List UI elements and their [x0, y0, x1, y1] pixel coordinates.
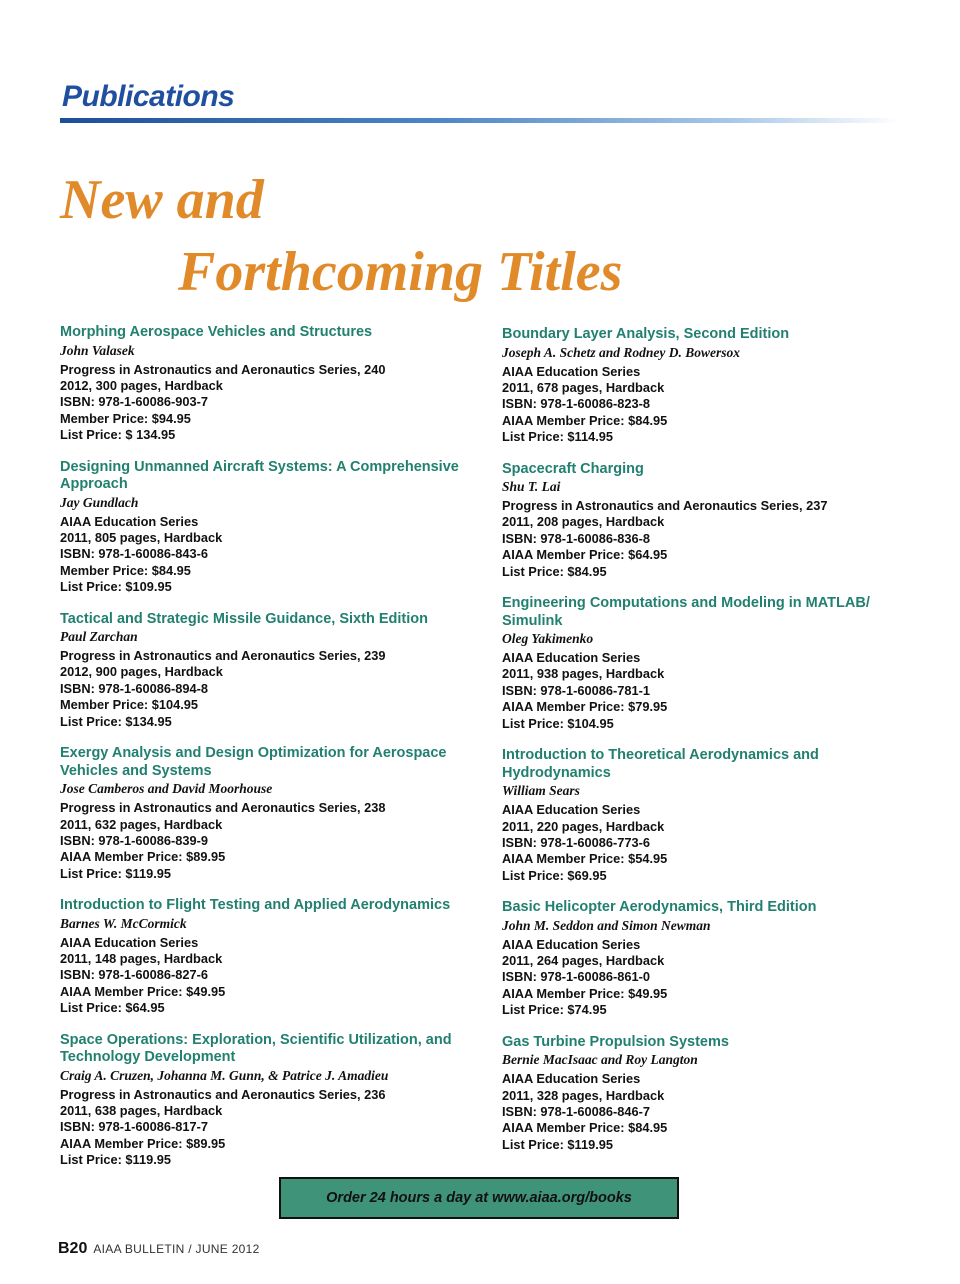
book-detail-line: AIAA Member Price: $49.95: [60, 983, 226, 999]
book-detail-line: 2011, 220 pages, Hardback: [502, 818, 665, 834]
book-detail-line: 2011, 328 pages, Hardback: [502, 1087, 665, 1103]
book-detail-line: AIAA Member Price: $89.95: [60, 1135, 226, 1151]
book-title: Designing Unmanned Aircraft Systems: A Comprehensive Approach: [60, 458, 459, 493]
book-detail-line: ISBN: 978-1-60086-836-8: [502, 530, 650, 546]
book-author: Jose Camberos and David Moorhouse: [60, 781, 273, 797]
book-detail-line: List Price: $119.95: [60, 865, 171, 881]
book-author: William Sears: [502, 783, 580, 799]
book-author: John Valasek: [60, 342, 135, 358]
book-entry: [60, 324, 480, 444]
left-book-column: [60, 324, 480, 1184]
book-detail-line: Member Price: $84.95: [60, 562, 191, 578]
book-author: Jay Gundlach: [60, 494, 139, 510]
book-detail-line: ISBN: 978-1-60086-894-8: [60, 680, 208, 696]
book-title: Morphing Aerospace Vehicles and Structures: [60, 324, 373, 340]
book-detail-line: AIAA Member Price: $84.95: [502, 412, 668, 428]
book-entry: [502, 326, 922, 446]
book-title: Space Operations: Exploration, Scientific Utilization, and Technology Development: [60, 1031, 452, 1066]
book-detail-line: List Price: $134.95: [60, 713, 172, 729]
book-detail-line: List Price: $119.95: [502, 1136, 613, 1152]
book-detail-line: 2012, 300 pages, Hardback: [60, 377, 223, 393]
book-detail-line: List Price: $64.95: [60, 1000, 165, 1016]
headline-line-1: New and: [60, 169, 264, 231]
book-detail-line: ISBN: 978-1-60086-839-9: [60, 832, 208, 848]
book-detail-line: AIAA Education Series: [502, 936, 641, 952]
book-detail-line: AIAA Member Price: $89.95: [60, 849, 226, 865]
book-detail-line: List Price: $74.95: [502, 1002, 607, 1018]
page-footer: [58, 1240, 260, 1258]
book-entry: [502, 747, 922, 884]
book-detail-line: Progress in Astronautics and Aeronautics Series, 237: [502, 498, 828, 514]
book-author: Shu T. Lai: [502, 479, 561, 495]
book-detail-line: List Price: $ 134.95: [60, 427, 176, 443]
book-detail-line: AIAA Member Price: $64.95: [502, 547, 668, 563]
book-author: Craig A. Cruzen, Johanna M. Gunn, & Patrice J. Amadieu: [60, 1067, 389, 1083]
book-detail-line: AIAA Member Price: $49.95: [502, 985, 668, 1001]
book-detail-line: Member Price: $94.95: [60, 410, 191, 426]
book-author: Paul Zarchan: [60, 629, 138, 645]
book-entry: [60, 745, 480, 882]
book-detail-line: List Price: $84.95: [502, 563, 607, 579]
book-author: Oleg Yakimenko: [502, 631, 594, 647]
book-entry: [502, 595, 922, 732]
book-detail-line: Progress in Astronautics and Aeronautics Series, 236: [60, 1086, 386, 1102]
book-detail-line: ISBN: 978-1-60086-823-8: [502, 396, 650, 412]
book-detail-line: ISBN: 978-1-60086-846-7: [502, 1103, 650, 1119]
book-detail-line: ISBN: 978-1-60086-843-6: [60, 546, 208, 562]
book-detail-line: AIAA Member Price: $79.95: [502, 699, 668, 715]
book-detail-line: Member Price: $104.95: [60, 697, 199, 713]
book-detail-line: 2011, 938 pages, Hardback: [502, 666, 665, 682]
headline-line-2: Forthcoming Titles: [178, 241, 623, 303]
book-detail-line: 2011, 264 pages, Hardback: [502, 953, 665, 969]
book-title: Introduction to Theoretical Aerodynamics and Hydrodynamics: [502, 747, 819, 781]
book-detail-line: AIAA Member Price: $54.95: [502, 851, 668, 867]
book-entry: [60, 611, 480, 731]
book-detail-line: AIAA Education Series: [502, 363, 641, 379]
book-detail-line: 2012, 900 pages, Hardback: [60, 664, 223, 680]
book-detail-line: AIAA Education Series: [60, 934, 199, 950]
book-title: Introduction to Flight Testing and Applied Aerodynamics: [60, 897, 451, 914]
book-detail-line: ISBN: 978-1-60086-781-1: [502, 682, 650, 698]
order-text[interactable]: Order 24 hours a day at www.aiaa.org/books: [326, 1190, 632, 1206]
section-title: Publications: [62, 80, 235, 113]
page-number: B20: [58, 1240, 88, 1257]
book-title: Boundary Layer Analysis, Second Edition: [502, 326, 790, 342]
book-detail-line: List Price: $69.95: [502, 867, 607, 883]
book-detail-line: ISBN: 978-1-60086-817-7: [60, 1119, 208, 1135]
book-detail-line: 2011, 638 pages, Hardback: [60, 1103, 223, 1119]
book-entry: [60, 1032, 480, 1169]
book-author: John M. Seddon and Simon Newman: [502, 917, 711, 933]
book-title: Engineering Computations and Modeling in MATLAB/ Simulink: [502, 595, 870, 629]
book-detail-line: ISBN: 978-1-60086-903-7: [60, 394, 208, 410]
book-detail-line: Progress in Astronautics and Aeronautics Series, 239: [60, 648, 386, 664]
publication-name: AIAA BULLETIN / JUNE 2012: [93, 1242, 260, 1256]
book-detail-line: AIAA Education Series: [502, 802, 641, 818]
book-detail-line: List Price: $114.95: [502, 429, 613, 445]
book-detail-line: Progress in Astronautics and Aeronautics Series, 238: [60, 800, 386, 816]
book-detail-line: AIAA Member Price: $84.95: [502, 1120, 668, 1136]
book-detail-line: Progress in Astronautics and Aeronautics Series, 240: [60, 361, 386, 377]
book-detail-line: ISBN: 978-1-60086-861-0: [502, 969, 650, 985]
book-entry: [60, 459, 480, 596]
right-book-column: [502, 326, 922, 1168]
book-detail-line: 2011, 805 pages, Hardback: [60, 529, 223, 545]
book-detail-line: AIAA Education Series: [502, 1071, 641, 1087]
book-title: Gas Turbine Propulsion Systems: [502, 1033, 729, 1050]
book-detail-line: ISBN: 978-1-60086-773-6: [502, 834, 650, 850]
order-banner[interactable]: [279, 1177, 679, 1219]
book-author: Barnes W. McCormick: [60, 915, 187, 931]
book-detail-line: List Price: $104.95: [502, 715, 614, 731]
book-entry: [60, 897, 480, 1017]
book-detail-line: List Price: $109.95: [60, 579, 172, 595]
book-title: Tactical and Strategic Missile Guidance, Sixth Edition: [60, 610, 428, 627]
book-detail-line: List Price: $119.95: [60, 1152, 171, 1168]
book-author: Bernie MacIsaac and Roy Langton: [502, 1052, 698, 1068]
book-detail-line: 2011, 148 pages, Hardback: [60, 951, 223, 967]
book-title: Basic Helicopter Aerodynamics, Third Edition: [502, 899, 817, 916]
book-detail-line: 2011, 208 pages, Hardback: [502, 514, 665, 530]
book-detail-line: AIAA Education Series: [60, 513, 199, 529]
book-detail-line: AIAA Education Series: [502, 650, 641, 666]
book-entry: [502, 1034, 922, 1154]
book-entry: [502, 899, 922, 1019]
book-detail-line: 2011, 632 pages, Hardback: [60, 816, 223, 832]
book-entry: [502, 461, 922, 581]
section-divider: [60, 118, 900, 123]
book-author: Joseph A. Schetz and Rodney D. Bowersox: [502, 344, 741, 360]
book-detail-line: 2011, 678 pages, Hardback: [502, 379, 665, 395]
book-title: Exergy Analysis and Design Optimization for Aerospace Vehicles and Systems: [60, 745, 447, 779]
book-title: Spacecraft Charging: [502, 460, 644, 477]
book-detail-line: ISBN: 978-1-60086-827-6: [60, 967, 208, 983]
